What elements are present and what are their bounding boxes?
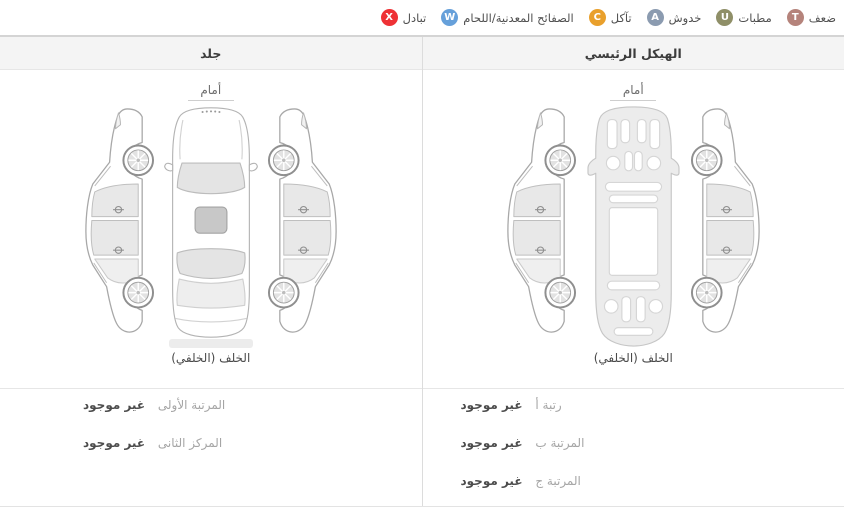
damage-code-badge-A: A xyxy=(647,9,664,26)
legend-item-sheet-metal-welding xyxy=(441,9,573,26)
legend-item-label: مطبات xyxy=(738,11,771,25)
car-damage-diagram xyxy=(0,70,422,388)
legend-item-label: تبادل xyxy=(403,11,427,25)
panel-main-structure xyxy=(422,37,844,506)
damage-code-badge-U: U xyxy=(716,9,733,26)
legend-item-label: خدوش xyxy=(669,11,702,25)
part-label: المرتبة الأولى xyxy=(158,398,225,412)
inspection-row xyxy=(83,436,422,454)
car-right-side-view-icon xyxy=(77,105,156,342)
panel-header xyxy=(423,37,844,70)
damage-code-badge-X: X xyxy=(381,9,398,26)
inspection-rows xyxy=(423,388,844,512)
inspection-row xyxy=(461,436,844,454)
inspection-rows xyxy=(0,388,422,506)
car-left-side-view-icon xyxy=(266,105,345,342)
legend-item-label: الصفائح المعدنية/اللحام xyxy=(463,11,573,25)
rear-label: الخلف (الخلفي) xyxy=(423,351,844,365)
damage-code-badge-T: T xyxy=(787,9,804,26)
panel-title: الهيكل الرئيسي xyxy=(585,46,682,61)
legend-item-dents xyxy=(716,9,771,26)
status-value: غير موجود xyxy=(461,474,523,488)
car-underbody-view-icon xyxy=(585,105,682,347)
status-value: غير موجود xyxy=(461,398,523,412)
car-right-side-view-icon xyxy=(499,105,578,342)
car-damage-diagram xyxy=(423,70,844,388)
status-value: غير موجود xyxy=(83,398,145,412)
damage-code-badge-W: W xyxy=(441,9,458,26)
inspection-row xyxy=(83,398,422,416)
panel-leather xyxy=(0,37,422,506)
part-label: المرتبة ب xyxy=(535,436,584,450)
legend-item-weakness xyxy=(787,9,836,26)
car-shadow xyxy=(169,339,253,348)
panel-header xyxy=(0,37,422,70)
front-label: أمام xyxy=(423,83,844,97)
part-label: المرتبة ج xyxy=(535,474,581,488)
damage-legend xyxy=(0,0,844,35)
car-top-view-icon xyxy=(163,105,259,339)
legend-item-corrosion xyxy=(589,9,632,26)
car-views xyxy=(423,105,844,348)
car-top-view-wrap xyxy=(163,105,259,348)
car-views xyxy=(0,105,422,348)
panel-title: جلد xyxy=(200,46,221,61)
inspection-row xyxy=(461,474,844,492)
front-divider xyxy=(188,100,234,101)
legend-item-exchange xyxy=(381,9,427,26)
status-value: غير موجود xyxy=(83,436,145,450)
inspection-row xyxy=(461,398,844,416)
part-label: المركز الثانى xyxy=(158,436,222,450)
legend-item-label: ضعف xyxy=(809,11,836,25)
legend-item-scratches xyxy=(647,9,702,26)
inspection-panels xyxy=(0,35,844,507)
damage-code-badge-C: C xyxy=(589,9,606,26)
front-label: أمام xyxy=(0,83,422,97)
front-divider xyxy=(610,100,656,101)
rear-label: الخلف (الخلفي) xyxy=(0,351,422,365)
legend-item-label: تآكل xyxy=(611,11,632,25)
status-value: غير موجود xyxy=(461,436,523,450)
car-left-side-view-icon xyxy=(689,105,768,342)
part-label: رتبة أ xyxy=(535,398,561,412)
